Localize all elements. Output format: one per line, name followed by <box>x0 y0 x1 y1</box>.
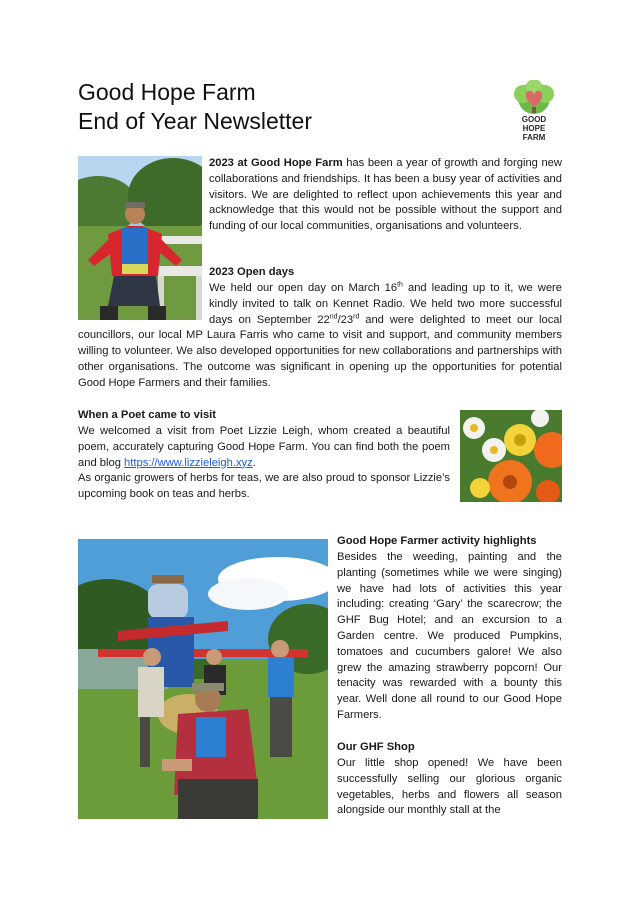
intro-bold-lead: 2023 at Good Hope Farm <box>209 157 343 169</box>
open-days-text-4: and were delighted to meet our local councillors, our local MP Laura Farris who came to visit and support, and community members willing to volunteer. We also developed opportunities for new collaborations and partnerships with other organisations. The outcome was significant in opening up the opportunities for potential Good Hope Farmers and their families. <box>78 313 562 389</box>
poet-section <box>78 424 450 503</box>
title-line-1: Good Hope Farm <box>78 79 256 105</box>
open-days-text-2: and leading up to it, we were kindly invited to talk on Kennet Radio. We held two more successful days on September 22 <box>209 282 562 326</box>
shop-heading: Our GHF Shop <box>337 741 415 753</box>
poet-text-1: We welcomed a visit from Poet Lizzie Leigh, whom created a beautiful poem, accurately capturing Good Hope Farm. You can find both the poem and blog <box>78 425 450 469</box>
highlights-paragraph: Besides the weeding, painting and the planting (sometimes while we were singing) we have had lots of activities this year including: creating ‘Gary’ the scarecrow; the GHF Bug Hotel; and an excursion to a Garden centre. We produced Pumpkins, tomatoes and cucumbers galore! We also grew the amazing strawberry popcorn! Our tenacity was rewarded with a bounty this year. Well done all round to our Good Hope Farmers. <box>337 551 562 721</box>
poet-paragraph-1 <box>78 424 450 471</box>
open-days-section <box>78 281 562 392</box>
intro-paragraph <box>209 156 562 235</box>
photo-farmers-with-scarecrow <box>78 539 328 819</box>
newsletter-title <box>78 78 312 136</box>
poet-paragraph-2: As organic growers of herbs for teas, we are also proud to sponsor Lizzie’s upcoming book on teas and herbs. <box>78 472 450 501</box>
poet-text-2: . <box>252 456 256 469</box>
shop-paragraph: Our little shop opened! We have been successfully selling our glorious organic vegetables, herbs and flowers all season alongside our monthly stall at the <box>337 757 562 817</box>
svg-text:HOPE: HOPE <box>522 124 546 133</box>
title-line-2: End of Year Newsletter <box>78 108 312 134</box>
float-spacer <box>78 281 209 328</box>
good-hope-farm-logo <box>506 80 562 144</box>
poet-blog-link[interactable]: https://www.lizzieleigh.xyz <box>124 456 253 469</box>
open-days-sup-2: nd <box>329 312 338 320</box>
svg-text:FARM: FARM <box>522 133 546 142</box>
intro-text: has been a year of growth and forging new collaborations and friendships. It has been a busy year of activities and visitors. We are delighted to reflect upon achievements this year and acknowledge that this would not be possible without the support and funding of our local communities, organisations and volunteers. <box>209 157 562 233</box>
open-days-sup-1: th <box>397 281 403 289</box>
open-days-heading: 2023 Open days <box>209 266 295 278</box>
open-days-text-1: We held our open day on March 16 <box>209 282 398 294</box>
open-days-sup-3: rd <box>353 312 360 320</box>
highlights-heading: Good Hope Farmer activity highlights <box>337 535 537 547</box>
svg-text:GOOD: GOOD <box>521 115 547 124</box>
open-days-text-3: /23 <box>337 313 354 326</box>
photo-flowers <box>460 410 562 502</box>
poet-heading: When a Poet came to visit <box>78 409 217 421</box>
